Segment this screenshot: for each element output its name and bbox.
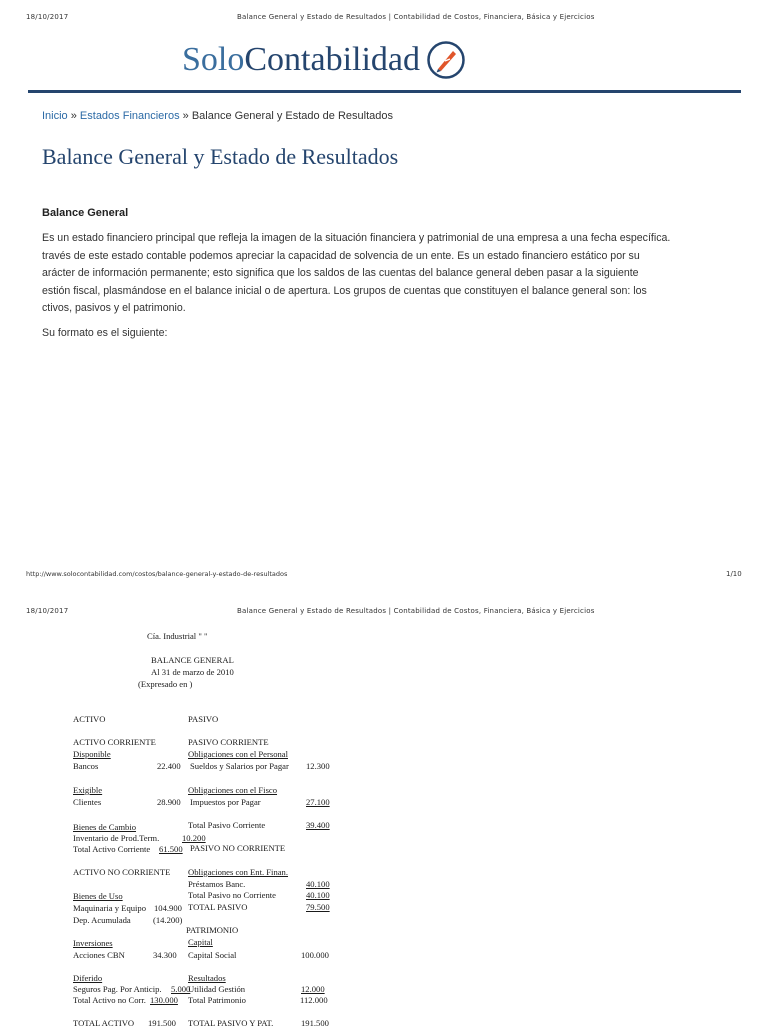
- acciones-value: 34.300: [153, 950, 177, 960]
- sueldos-value: 12.300: [306, 761, 330, 771]
- impuestos-value: 27.100: [306, 797, 330, 807]
- utilidad-value: 12.000: [301, 984, 325, 994]
- patrimonio-heading: PATRIMONIO: [186, 925, 239, 935]
- paragraph-line: Es un estado financiero principal que refleja la imagen de la situación financiera y patrimonial de una empresa a una fecha específica.: [42, 232, 671, 244]
- disponible-label: Disponible: [73, 749, 111, 759]
- total-pasivo-label: TOTAL PASIVO: [188, 902, 248, 912]
- print-header-title: Balance General y Estado de Resultados | Contabilidad de Costos, Financiera, Básica y Ejercicios: [237, 13, 595, 21]
- capital-label: Capital: [188, 937, 213, 947]
- pasivo-no-corriente-heading: PASIVO NO CORRIENTE: [190, 843, 286, 853]
- scan-date: Al 31 de marzo de 2010: [151, 667, 234, 677]
- oblig-fisco-label: Obligaciones con el Fisco: [188, 785, 278, 795]
- prestamos-value: 40.100: [306, 879, 330, 889]
- total-pasivo-corriente-label: Total Pasivo Corriente: [188, 820, 266, 830]
- bancos-label: Bancos: [73, 761, 99, 771]
- format-intro-text: Su formato es el siguiente:: [42, 327, 168, 339]
- oblig-personal-label: Obligaciones con el Personal: [188, 749, 288, 759]
- capital-social-value: 100.000: [301, 950, 329, 960]
- total-activo-corriente-value: 61.500: [159, 844, 183, 854]
- total-activo-value: 191.500: [148, 1018, 176, 1028]
- total-activo-no-corriente-label: Total Activo no Corr.: [73, 995, 146, 1005]
- seguros-value: 5.000: [171, 984, 191, 994]
- pencil-in-circle-icon: [426, 40, 466, 80]
- bienes-cambio-label: Bienes de Cambio: [73, 822, 137, 832]
- breadcrumb-category-link[interactable]: Estados Financieros: [79, 110, 180, 122]
- site-logo[interactable]: [182, 38, 466, 82]
- bancos-value: 22.400: [157, 761, 181, 771]
- paragraph-line: arácter de información permanente; esto significa que los saldos de las cuentas del balance general deben pasar a la siguiente: [42, 267, 639, 280]
- print-footer-page: 1/10: [726, 570, 742, 578]
- inventario-label: Inventario de Prod.Term.: [73, 833, 160, 843]
- total-pasivo-patrimonio-label: TOTAL PASIVO Y PAT.: [188, 1018, 274, 1028]
- page-title: Balance General y Estado de Resultados: [42, 144, 399, 169]
- maquinaria-value: 104.900: [154, 903, 182, 913]
- utilidad-label: Utilidad Gestión: [188, 984, 246, 994]
- breadcrumb: [42, 110, 393, 122]
- breadcrumb-separator: »: [67, 110, 80, 122]
- bienes-uso-label: Bienes de Uso: [73, 891, 123, 901]
- section-heading: Balance General: [42, 207, 129, 219]
- pasivo-corriente-heading: PASIVO CORRIENTE: [188, 737, 269, 747]
- clientes-value: 28.900: [157, 797, 181, 807]
- print-header-date: 18/10/2017: [26, 607, 69, 615]
- total-activo-no-corriente-value: 130.000: [150, 995, 178, 1005]
- logo-contabilidad-text: Contabilidad: [244, 41, 421, 78]
- total-pasivo-no-corriente-label: Total Pasivo no Corriente: [188, 890, 276, 900]
- depreciacion-value: (14.200): [153, 915, 183, 925]
- print-footer-url: http://www.solocontabilidad.com/costos/balance-general-y-estado-de-resultados: [26, 570, 288, 578]
- inventario-value: 10.200: [182, 833, 206, 843]
- logo-solo-text: Solo: [182, 41, 245, 78]
- col-heading-activo: ACTIVO: [73, 714, 106, 724]
- total-patrimonio-value: 112.000: [300, 995, 328, 1005]
- print-header-date: 18/10/2017: [26, 13, 69, 21]
- breadcrumb-home-link[interactable]: Inicio: [42, 110, 68, 122]
- scan-currency-note: (Expresado en ): [138, 679, 193, 689]
- resultados-label: Resultados: [188, 973, 226, 983]
- diferido-label: Diferido: [73, 973, 103, 983]
- maquinaria-label: Maquinaria y Equipo: [73, 903, 147, 913]
- paragraph-line: través de este estado contable podemos apreciar la capacidad de solvencia de un ente. Es un estado financiero estático por su: [42, 249, 640, 262]
- inversiones-label: Inversiones: [73, 938, 113, 948]
- intro-paragraph: [42, 230, 732, 318]
- total-activo-corriente-label: Total Activo Corriente: [73, 844, 151, 854]
- breadcrumb-current: Balance General y Estado de Resultados: [191, 110, 394, 122]
- total-pasivo-value: 79.500: [306, 902, 330, 912]
- depreciacion-label: Dep. Acumulada: [73, 915, 131, 925]
- activo-corriente-heading: ACTIVO CORRIENTE: [73, 737, 156, 747]
- col-heading-pasivo: PASIVO: [188, 714, 219, 724]
- total-activo-label: TOTAL ACTIVO: [73, 1018, 135, 1028]
- balance-sheet-scan: [60, 628, 340, 1028]
- capital-social-label: Capital Social: [188, 950, 237, 960]
- acciones-label: Acciones CBN: [73, 950, 125, 960]
- impuestos-label: Impuestos por Pagar: [190, 797, 261, 807]
- activo-no-corriente-heading: ACTIVO NO CORRIENTE: [73, 867, 171, 877]
- total-patrimonio-label: Total Patrimonio: [188, 995, 246, 1005]
- header-divider: [28, 90, 741, 93]
- print-header-title: Balance General y Estado de Resultados | Contabilidad de Costos, Financiera, Básica y Ejercicios: [237, 607, 595, 615]
- total-pasivo-patrimonio-value: 191.500: [301, 1018, 329, 1028]
- prestamos-label: Préstamos Banc.: [188, 879, 246, 889]
- exigible-label: Exigible: [73, 785, 103, 795]
- scan-heading: BALANCE GENERAL: [151, 655, 234, 665]
- total-pasivo-corriente-value: 39.400: [306, 820, 330, 830]
- paragraph-line: ctivos, pasivos y el patrimonio.: [42, 302, 186, 315]
- paragraph-line: estión fiscal, plasmándose en el balance inicial o de apertura. Los grupos de cuentas que constituyen el balance general son: los: [42, 284, 647, 297]
- seguros-label: Seguros Pag. Por Anticip.: [73, 984, 162, 994]
- oblig-ent-finan-label: Obligaciones con Ent. Finan.: [188, 867, 289, 877]
- breadcrumb-separator: »: [179, 110, 192, 122]
- sueldos-label: Sueldos y Salarios por Pagar: [190, 761, 289, 771]
- total-pasivo-no-corriente-value: 40.100: [306, 890, 330, 900]
- company-name: Cía. Industrial " ": [147, 631, 208, 641]
- clientes-label: Clientes: [73, 797, 102, 807]
